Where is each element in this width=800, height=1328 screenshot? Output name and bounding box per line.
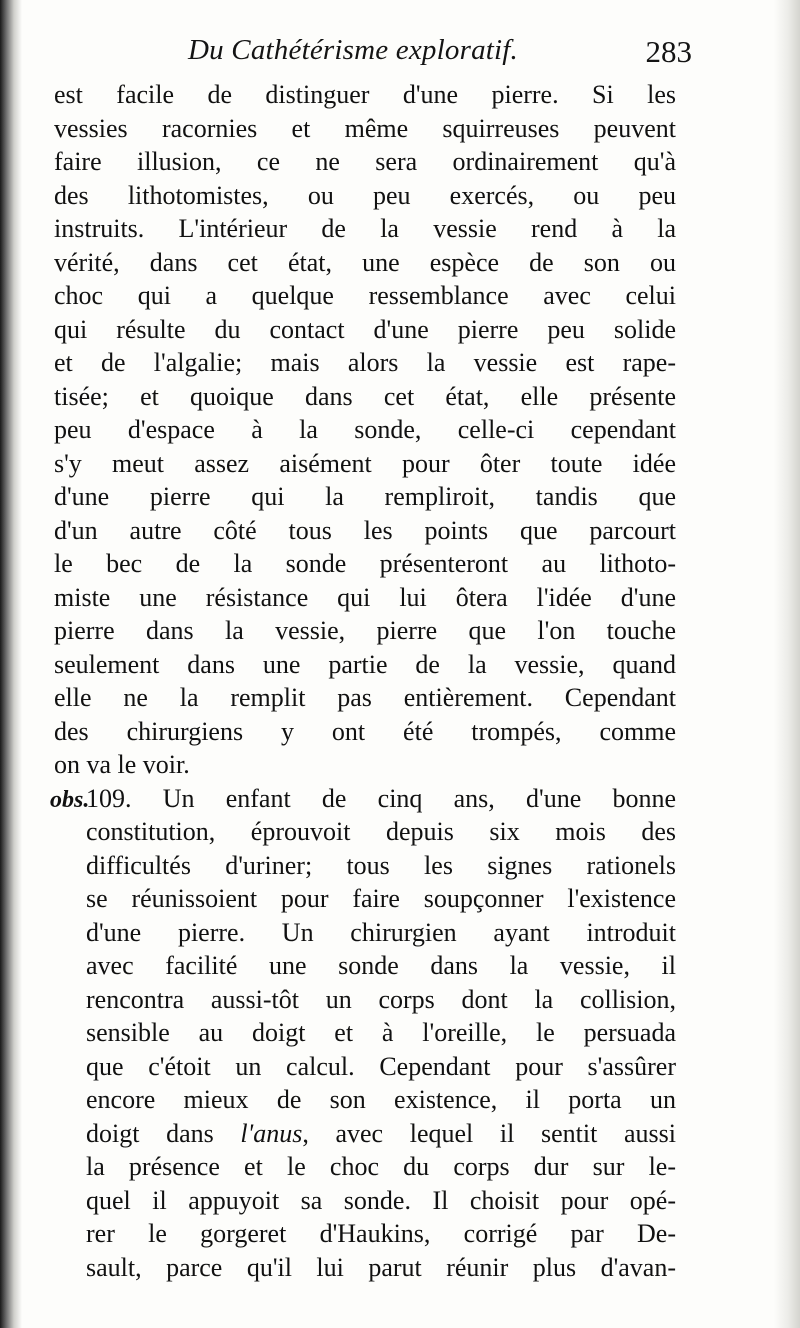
text-line: difficultés d'uriner; tous les signes rationels (86, 850, 676, 880)
text-line: d'une pierre. Un chirurgien ayant introduit (86, 917, 676, 947)
page-header (60, 34, 696, 78)
text-line: d'une pierre qui la rempliroit, tandis que (54, 482, 676, 511)
text-line: vessies racornies et même squirreuses peuvent (54, 113, 676, 143)
text-line: que c'étoit un calcul. Cependant pour s'assûrer (86, 1051, 676, 1081)
text-line: le bec de la sonde présenteront au lithoto- (54, 549, 676, 578)
text-segment: doigt dans (86, 1118, 241, 1148)
marginal-note: obs. (50, 786, 90, 813)
page-edge-shadow (774, 0, 800, 1328)
text-line: constitution, éprouvoit depuis six mois des (86, 817, 676, 846)
text-line: on va le voir. (54, 750, 190, 779)
italic-term: l'anus (240, 1118, 303, 1148)
text-line: encore mieux de son existence, il porta un (86, 1085, 676, 1114)
text-line: pierre dans la vessie, pierre que l'on touche (54, 616, 676, 645)
text-line: rencontra aussi-tôt un corps dont la collision, (86, 984, 676, 1014)
text-line: faire illusion, ce ne sera ordinairement qu'à (54, 147, 676, 176)
text-line: s'y meut assez aisément pour ôter toute idée (54, 448, 676, 478)
text-line: tisée; et quoique dans cet état, elle présente (54, 381, 676, 411)
text-line: seulement dans une partie de la vessie, quand (54, 649, 676, 679)
paragraph-start-line (50, 782, 676, 816)
running-head: Du Cathétérisme exploratif. (188, 34, 518, 66)
text-line: est facile de distinguer d'une pierre. Si les (54, 80, 676, 109)
text-line: sensible au doigt et à l'oreille, le persuada (86, 1018, 676, 1047)
text-line: rer le gorgeret d'Haukins, corrigé par De- (86, 1219, 676, 1248)
text-line: qui résulte du contact d'une pierre peu solide (54, 314, 676, 344)
text-line-with-italic (54, 1117, 676, 1151)
text-line: elle ne la remplit pas entièrement. Cependant (54, 683, 676, 712)
body-text (50, 78, 676, 1284)
text-line: des chirurgiens y ont été trompés, comme (54, 716, 676, 746)
text-line: la présence et le choc du corps dur sur le- (86, 1152, 676, 1181)
text-line: et de l'algalie; mais alors la vessie est rape- (54, 348, 676, 377)
text-line: des lithotomistes, ou peu exercés, ou peu (54, 180, 676, 210)
text-line: vérité, dans cet état, une espèce de son ou (54, 247, 676, 277)
text-line: peu d'espace à la sonde, celle-ci cependant (54, 415, 676, 444)
page-gutter-shadow (0, 0, 22, 1328)
text-segment: , avec lequel il sentit aussi (302, 1118, 676, 1148)
text-line: se réunissoient pour faire soupçonner l'existence (86, 884, 676, 913)
text-line: avec facilité une sonde dans la vessie, il (86, 951, 676, 980)
text-line: miste une résistance qui lui ôtera l'idée d'une (54, 582, 676, 612)
text-line: quel il appuyoit sa sonde. Il choisit pour opé- (86, 1185, 676, 1215)
text-line: choc qui a quelque ressemblance avec celui (54, 281, 676, 310)
text-line: d'un autre côté tous les points que parcourt (54, 515, 676, 545)
text-line: instruits. L'intérieur de la vessie rend à la (54, 214, 676, 243)
text-line: 109. Un enfant de cinq ans, d'une bonne (86, 783, 676, 813)
text-line: sault, parce qu'il lui parut réunir plus d'avan- (86, 1252, 676, 1282)
page-number: 283 (645, 34, 692, 69)
